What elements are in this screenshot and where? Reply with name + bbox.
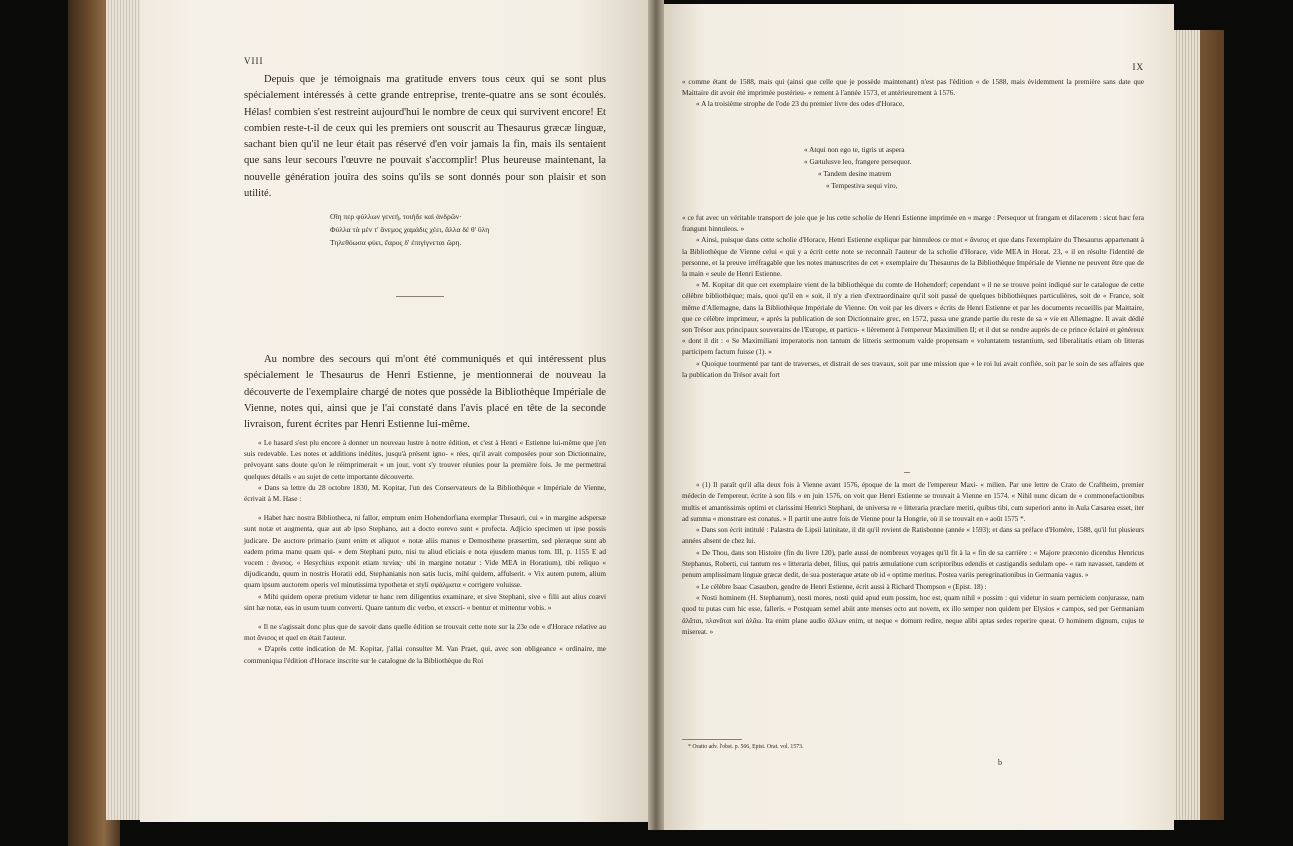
quote-paragraph: « ce fut avec un véritable transport de joie que je lus cette scholie de Henri Estienne imprimée en « marge : Persequor ut frangam et dilacerem : sicut hæc fera frangunt hinnuleos. » [682,213,1144,234]
horace-verse [804,144,1054,192]
quote-paragraph: « D'après cette indication de M. Kopitar, j'allai consulter M. Van Praet, qui, avec son obligeance « ordinaire, me communiqua l'édition d'Horace inscrite sur le catalogue de la Bibliothèque du Roi [244,644,606,665]
latin-letter-paragraph: « Mihi quidem operæ pretium videtur te hanc rem diligentius examinare, et sive Stephani, sive « filii aut alius coævi sint hæ notæ, eas in usum tuum converti. Quare tantum dic verbo, et exscri- « bentur et mittentur vobis. » [244,591,606,612]
book-gutter [648,0,664,830]
note-divider [904,472,910,473]
left-page [140,0,652,822]
page-number-right: IX [1132,62,1144,72]
quote-paragraph: « comme étant de 1588, mais qui (ainsi que celle que je possède maintenant) n'est pas l'édition « de 1588, mais évidemment la première sans date que Maittaire dit avoir été imprimée postérieu- « rement à l'année 1573, et antérieurement à 1576. [682,77,1144,98]
note-paragraph: « Le célèbre Isaac Casaubon, gendre de Henri Estienne, écrit aussi à Richard Thompson « (Epist. 18) : [696,582,987,591]
note-paragraph: « Dans son écrit intitulé : Palæstra de Lipsii latinitate, il dit qu'il revient de Ratisbonne (année « 1593); et dans sa préface d'Homère, 1588, qu'il fut plusieurs années absent de chez lui. [682,526,1144,546]
quote-paragraph: « M. Kopitar dit que cet exemplaire vient de la bibliothèque du comte de Hohendorf; cependant « il ne se trouve point indiqué sur le catalogue de cette célèbre bibliothèque; mais, quoi qu'il en « soit, il n'y a rien d'extraordinaire qu'il soit passé de quelques bibliothèques particulières, soit de « France, soit même d'Allemagne, dans la Bibliothèque Impériale de Vienne. On voit par les divers « écrits de Henri Estienne et par les documents recueillis par Maittaire, que ce célèbre imprimeur, « après la publication de son Dictionnaire grec, en 1572, passa une grande partie du reste de sa « vie en Allemagne. Il avait dédié son Trésor aux principaux souverains de l'Europe, et particu- « lièrement à l'empereur Maximilien II; et il dut se rendre auprès de ce prince éclairé et généreux « dont il dit : « Se Maximiliani imperatoris non tantum de litteris sermonum valde propensam « voluntatem testantium, sed liberalitatis etiam ob litteras participem factum fuisse (1). » [682,280,1144,357]
second-paragraph: Au nombre des secours qui m'ont été communiqués et qui intéressent plus spécialement le Thesaurus de Henri Estienne, je mentionnerai de nouveau la découverte de l'exemplaire chargé de notes que possède la Bibliothèque Impériale de Vienne, notes qui, ainsi que je l'ai constaté dans l'avis placé en tête de la seconde livraison, furent écrites par Henri Estienne lui-même. [244,354,606,431]
greek-line: Φύλλα τὰ μέν τ' ἄνεμος χαμάδις χέει, ἄλλα δέ θ' ὕλη [330,225,490,234]
section-divider [396,296,444,297]
right-page [664,4,1174,830]
note-paragraph: « De Thou, dans son Histoire (fin du livre 120), parle aussi de nombreux voyages qu'il fit à la « fin de sa carrière : « Majore præconio dicendus Henricus Stephanus, Roberti, cui tantum res « litteraria debet, filius, qui patris æmulatione cum scriptoribus edendis et castigandis sedulam ope- « ram navasset, tandem et penum amplissimam linguæ græcæ dedit, de sua posteraque ætate ob id « optime meritus. Postea variis peregrinationibus in Germania vagus. » [682,548,1144,580]
verse-line: « Gætulusve leo, frangere persequor. [804,157,912,166]
greek-line: Τηλεθόωσα φύει, ἔαρος δ' ἐπιγίγνεται ὥρη. [330,238,462,247]
footnote: * Oratio adv. l'obst. p. 566, Epist. Orat. vol. 1573. [688,744,804,750]
footnote-block [688,744,1144,750]
intro-paragraph: Depuis que je témoignais ma gratitude envers tous ceux qui se sont plus spécialement intéressés à cette grande entreprise, trente-quatre ans se sont écoulés. Hélas! combien s'est restreint aujourd'hui le nombre de ceux qui survivent encore! Et combien reste-t-il de ceux qui les premiers ont souscrit au Thesaurus græcæ linguæ, sachant bien qu'il ne leur était pas réservé d'en voir jamais la fin, mais ils sentaient que sans leur secours l'œuvre ne pouvait s'accomplir! Plus heureuse maintenant, la nouvelle génération jouira des soins qu'ils se sont donnés pour son plaisir et son utilité. [244,74,606,200]
verse-line: « Tandem desine matrem [818,169,892,178]
notes-block [682,480,1144,638]
signature-mark: b [998,758,1003,767]
second-paragraph-block [244,352,606,433]
latin-letter-paragraph: « Habet hæc nostra Bibliotheca, ni fallor, emptum enim Hohendorfiana exemplar Thesauri, cui « in margine adspersæ sunt notæ et augmenta, quæ aut ab ipso Stephano, aut a docto eorevo sunt « profecta. Adjicio specimen ut ipse possis judicare. De auctore primario (sunt enim et aliquot « notæ aliis manus e Demosthene præsertim, sed pleræque sunt ab eadem prima manu quam qui- « dem Stephani puto, nisi tu aliud eliciais e nota ejusdem manus tom. III, p. 1155 E ad vocem : ἄνισος. « Hesychius exponit etiam πενίας· ubi in margine notatur : Vide MEA in Horatium), tibi reliquo « dijudicandu, quum in nostris Horatii edd, Stephanianis non satis lucis, mihi quidem, affulserit. « Vix autem putem, alium quam ipsum auctorem operis vel minutissima typothetæ et styli σφάλματα « corrigere voluisse. [244,513,606,590]
page-number-left: VIII [244,56,264,66]
footnote-rule [682,739,742,740]
greek-quote [330,210,572,249]
right-top-block [682,76,1144,110]
right-main-block [682,212,1144,380]
greek-line: Οἵη περ φύλλων γενεή, τοιήδε καὶ ἀνδρῶν· [330,212,462,221]
intro-paragraph-block [244,72,606,202]
quote-paragraph: « Quoique tourmenté par tant de traverses, et distrait de ses travaux, soit par une mission que « le roi lui avait confiée, soit par le soin de ses affaires que la publication du Trésor avait fort [682,358,1144,379]
quoted-letter-block [244,437,606,666]
quote-paragraph: « A la troisième strophe de l'ode 23 du premier livre des odes d'Horace, [696,99,905,109]
note-paragraph: « (1) Il paraît qu'il alla deux fois à Vienne avant 1576, époque de la mort de l'empereur Maxi- « milien. Par une lettre de Crato de Craftheim, premier médecin de l'empereur, écrite à son fils « en juin 1576, on voit que Henri Estienne se trouvait à Vienne en 1574. « Nihil nunc dicam de « commonefactionibus multis et amantissimis optimi et clarissimi Henrici Stephani, de universa re « litteraria præclare meriti, quibus tibi, cum superiori anno in Aula Cæsarea esset, iter ad summa « monstrare est conatus. » Il partit une autre fois de Vienne pour la Hongrie, où il se trouvait en « août 1575 *. [682,481,1144,523]
verse-line: « Atqui non ego te, tigris ut aspera [804,145,905,154]
quote-paragraph: « Ainsi, puisque dans cette scholie d'Horace, Henri Estienne explique par hinnuleos ce mot « ἄνισος et que dans l'exemplaire du Thesaurus appartenant à la Bibliothèque de Vienne celui « qui y a écrit cette note se reconnaît l'auteur de la scholie d'Horace, vide MEA in Horat. 23, « il en résulte l'identité de personne, et la preuve irréfragable que les notes manuscrites de cet « exemplaire du Thesaurus de la Bibliothèque Impériale de Vienne ne peuvent être que de la main « seule de Henri Estienne. [682,235,1144,279]
note-paragraph: « Nosti hominem (H. Stephanum), nosti mores, nosti quid apud eum possim, hoc est, quam nihil « possim : qui videtur in suam perniciem conjurasse, nam quod tu putas cum hic esse, falleris. « Postquam semel abiit ante menses octo aut novem, ex illo semper non quidem per Elysios « campos, sed per Germaniam ἄλᾶται, πλανᾶται καὶ ἀλᾶω. Ita enim plane audio ἄλλων enim, ut neque « domum redire, neque alibi aptas sedes reperire queat. O hominem dignum, cujus te misereat. » [682,593,1144,636]
page-edges-right [1174,30,1200,820]
quote-paragraph: « Dans sa lettre du 28 octobre 1830, M. Kopitar, l'un des Conservateurs de la Bibliothèque « Impériale de Vienne, écrivait à M. Hase : [244,482,606,504]
verse-line: « Tempestiva sequi viro, [826,181,898,190]
quote-paragraph: « Le hasard s'est plu encore à donner un nouveau lustre à notre édition, et c'est à Henri « Estienne lui-même que j'en suis redevable. Les notes et additions inédites, jusqu'à présent igno- « rées, qu'il avait composées pour son Dictionnaire, prévoyant sans doute qu'on le réimprimerait « un jour, vont s'y trouver réunies pour la première fois. Je me permettrai quelques détails « au sujet de cette importante découverte. [244,438,606,481]
quote-paragraph: « Il ne s'agissait donc plus que de savoir dans quelle édition se trouvait cette note sur la 23e ode « d'Horace relative au mot ἄνισος et quel en était l'auteur. [244,622,606,643]
